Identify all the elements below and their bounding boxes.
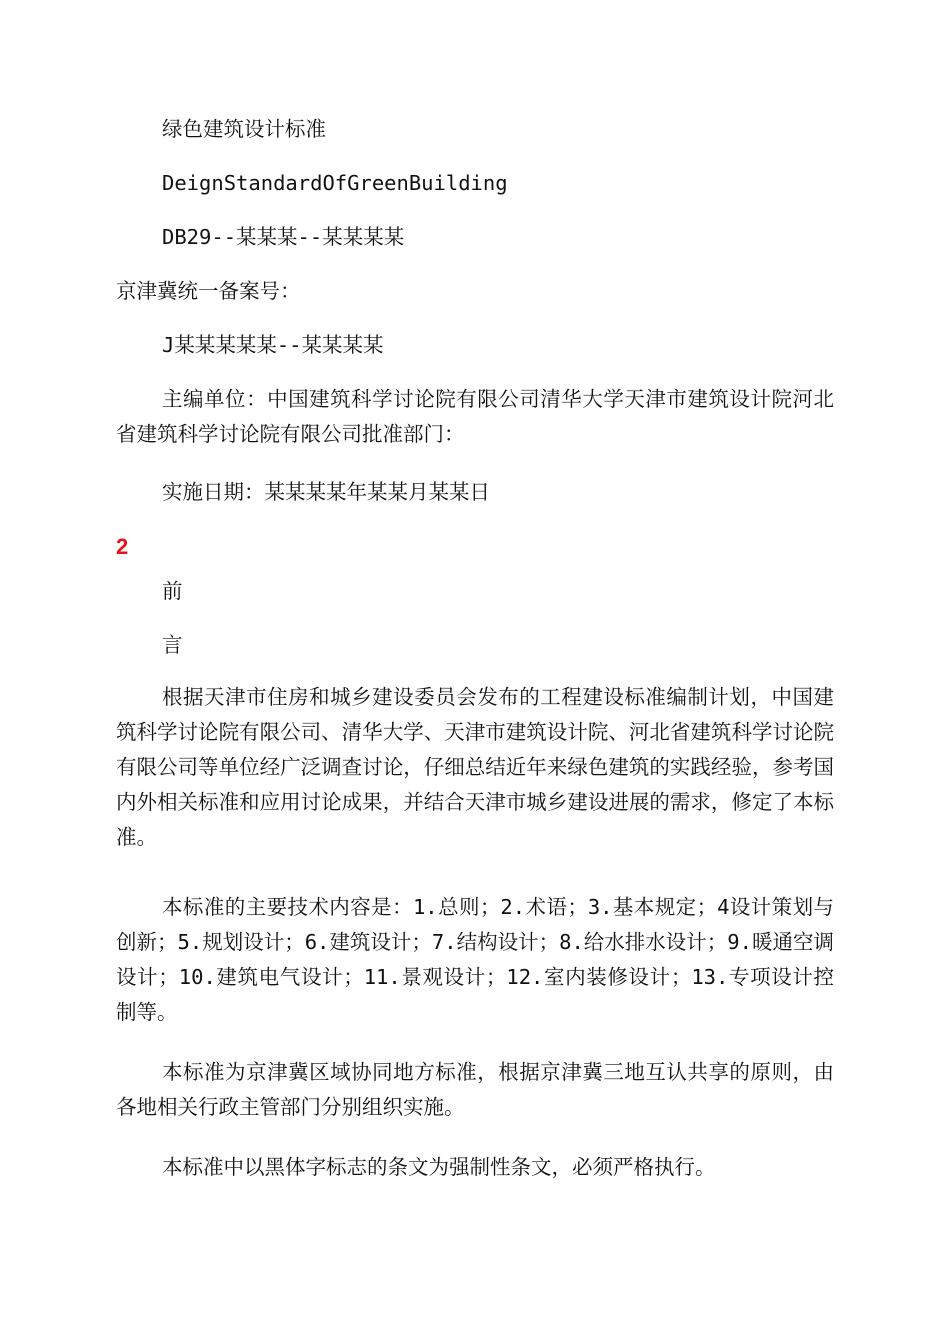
record-label: 京津冀统一备案号：: [116, 279, 301, 303]
record-number: J某某某某某--某某某某: [162, 333, 384, 357]
preface-paragraph: 本标准中以黑体字标志的条文为强制性条文，必须严格执行。: [162, 1155, 716, 1179]
preface-heading-2: 言: [162, 633, 183, 657]
editor-units: 主编单位：中国建筑科学讨论院有限公司清华大学天津市建筑设计院河北省建筑科学讨论院有限公司批准部门：: [116, 387, 834, 446]
preface-paragraph: 本标准为京津冀区域协同地方标准，根据京津冀三地互认共享的原则，由各地相关行政主管部门分别组织实施。: [116, 1060, 834, 1119]
title-cn: 绿色建筑设计标准: [162, 117, 326, 141]
title-en: DeignStandardOfGreenBuilding: [162, 171, 508, 195]
preface-heading-1: 前: [162, 579, 183, 603]
preface-paragraph: 根据天津市住房和城乡建设委员会发布的工程建设标准编制计划，中国建筑科学讨论院有限公司、清华大学、天津市建筑设计院、河北省建筑科学讨论院有限公司等单位经广泛调查讨论，仔细总结近年来绿色建筑的实践经验，参考国内外相关标准和应用讨论成果，并结合天津市城乡建设进展的需求，修定了本标准。: [116, 685, 834, 849]
page-number: 2: [116, 534, 129, 559]
standard-number: DB29--某某某--某某某某: [162, 225, 405, 249]
preface-paragraph: 本标准的主要技术内容是：1.总则；2.术语；3.基本规定；4设计策划与创新；5.规划设计；6.建筑设计；7.结构设计；8.给水排水设计；9.暖通空调设计；10.建筑电气设计；11.景观设计；12.室内装修设计；13.专项设计控制等。: [116, 895, 834, 1024]
effective-date: 实施日期：某某某某年某某月某某日: [162, 480, 490, 504]
